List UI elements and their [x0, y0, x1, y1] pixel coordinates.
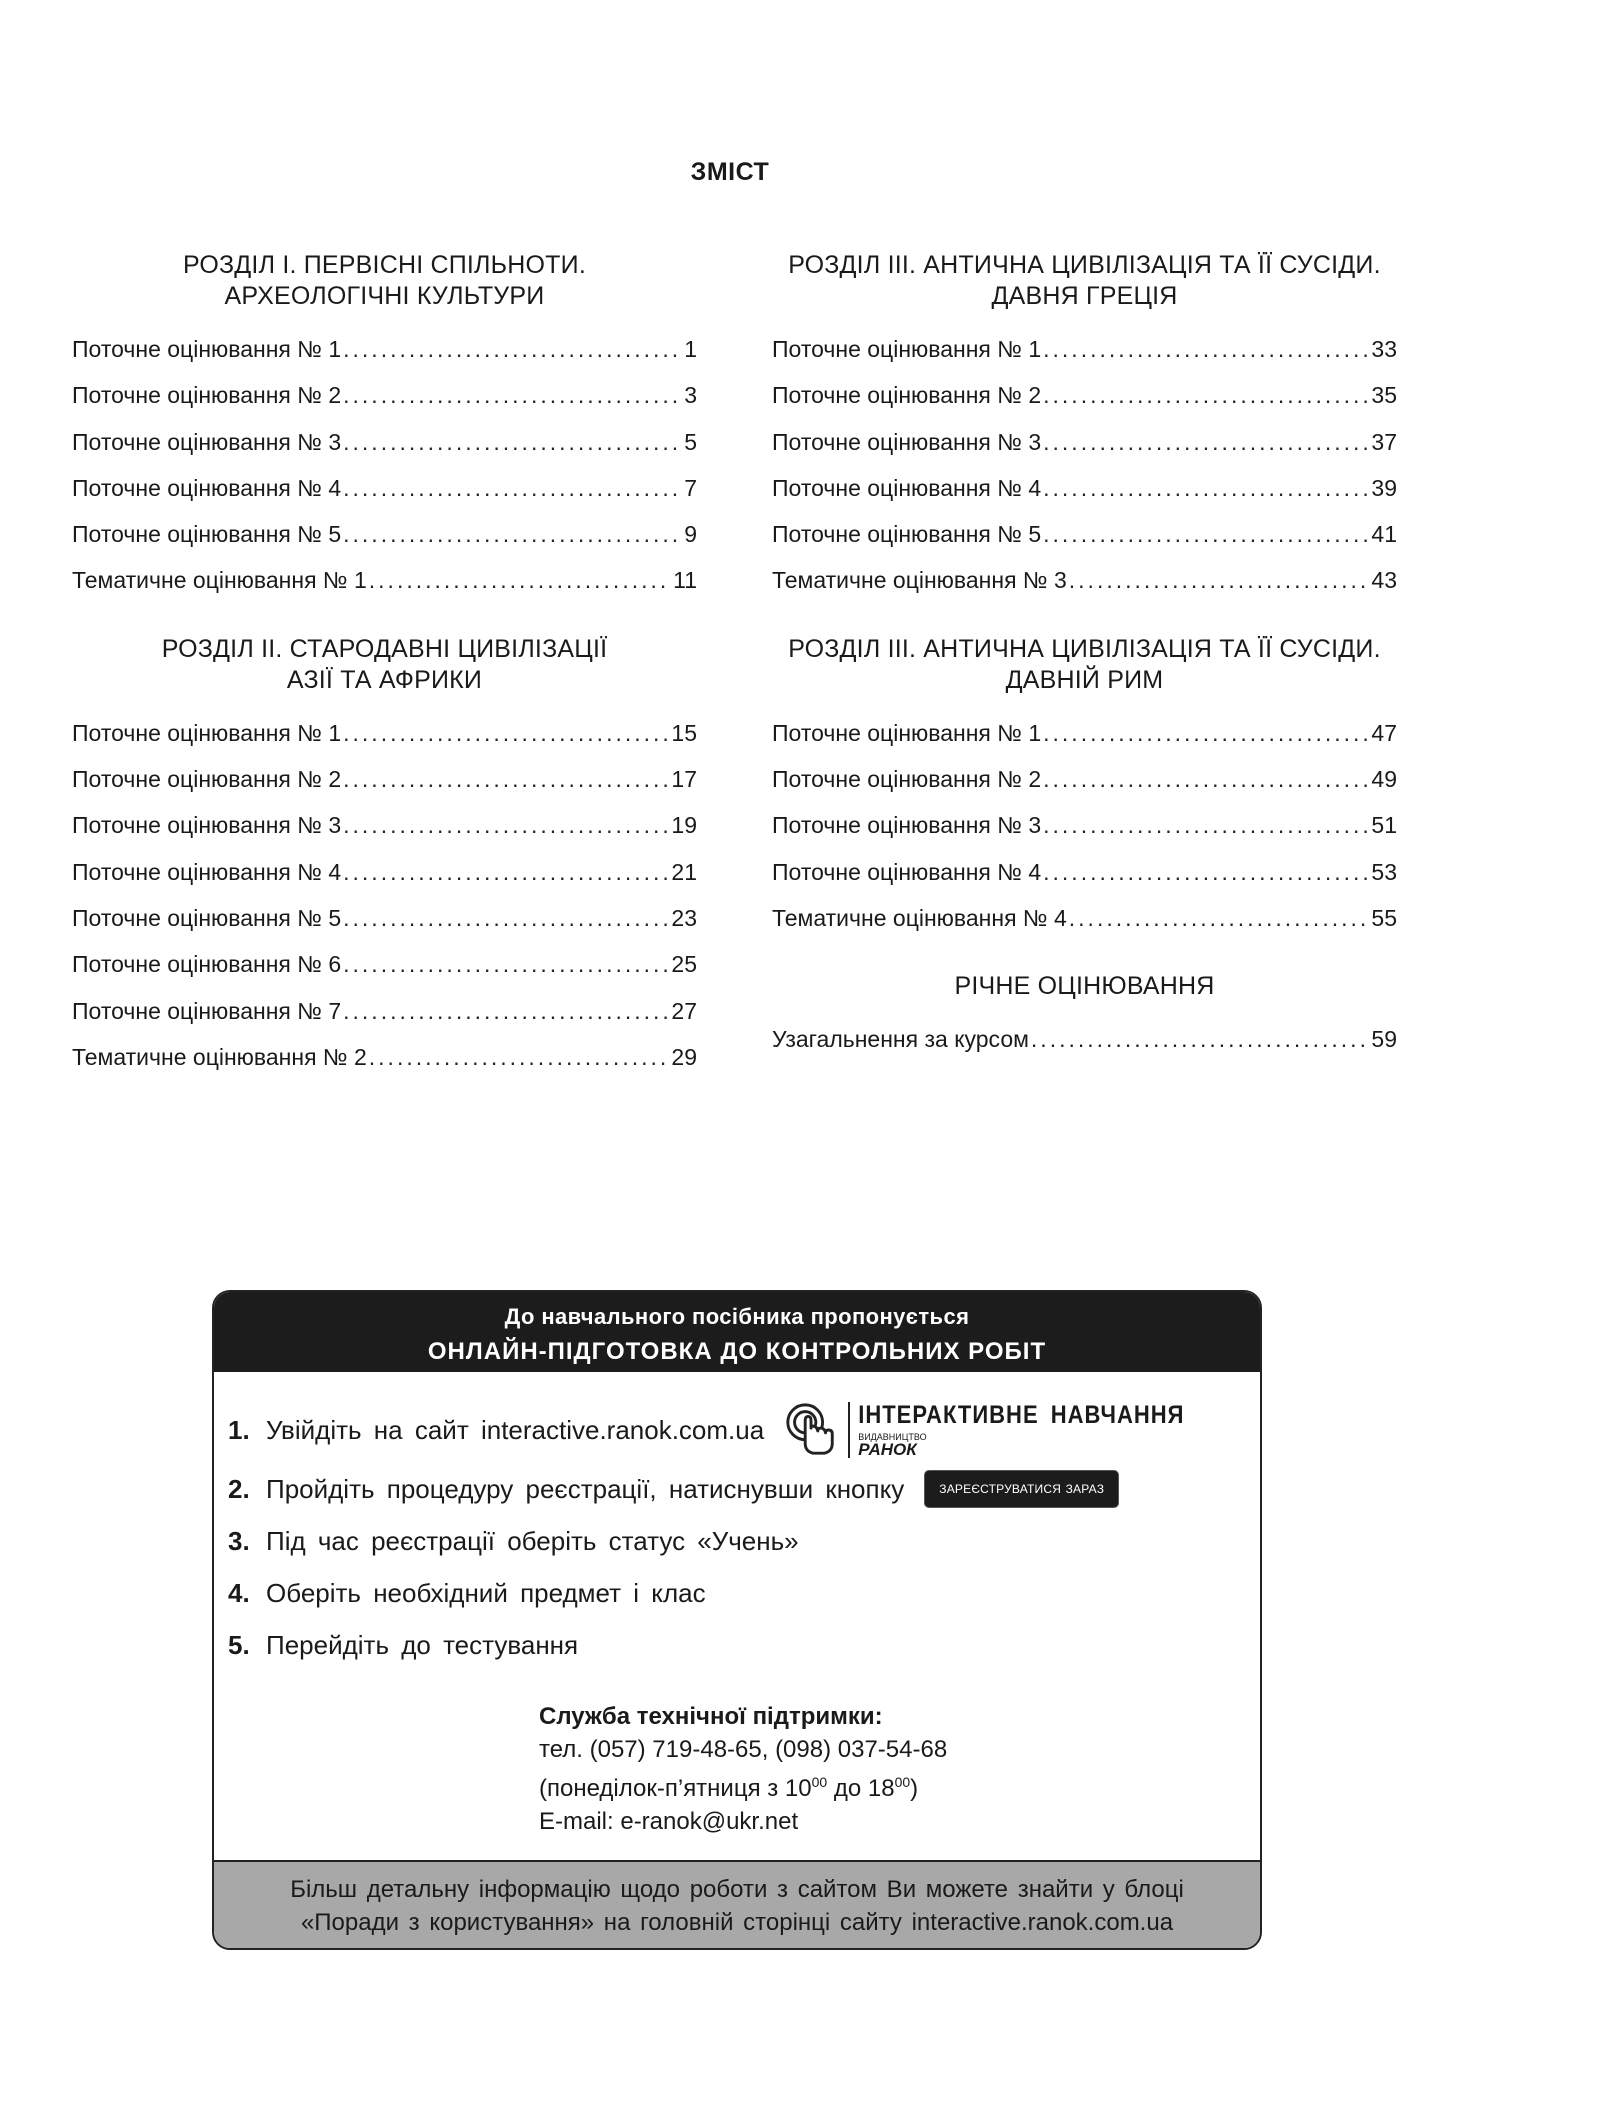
toc-entry-page: 25 [671, 951, 697, 978]
section-heading [772, 971, 1397, 1002]
logo-title: ІНТЕРАКТИВНЕ НАВЧАННЯ [858, 1400, 1185, 1429]
dot-leader [1043, 326, 1369, 372]
toc-entry-label: Узагальнення за курсом [772, 1026, 1029, 1053]
support-phones: тел. (057) 719-48-65, (098) 037-54-68 [539, 1736, 948, 1763]
dot-leader [1043, 849, 1369, 895]
toc-entry-page: 41 [1371, 521, 1397, 548]
toc-entry-label: Поточне оцінювання № 1 [72, 719, 342, 746]
toc-entry-page: 47 [1371, 719, 1397, 746]
toc-entry [772, 1016, 1397, 1062]
toc-entry-label: Поточне оцінювання № 2 [72, 382, 342, 409]
dot-leader [1043, 710, 1369, 756]
toc-entry-label: Поточне оцінювання № 3 [72, 428, 342, 455]
dot-leader [369, 1034, 670, 1080]
toc-entry-label: Поточне оцінювання № 4 [72, 858, 342, 885]
toc-column-right [772, 250, 1397, 1063]
dot-leader [1043, 372, 1369, 418]
section-heading-line: РОЗДІЛ І. ПЕРВІСНІ СПІЛЬНОТИ. [183, 251, 586, 279]
hours-mid: до 18 [827, 1775, 895, 1802]
toc-entry-label: Тематичне оцінювання № 4 [772, 904, 1067, 931]
toc-entry-label: Поточне оцінювання № 1 [772, 336, 1042, 362]
section-heading [772, 634, 1397, 696]
touch-hand-icon [782, 1401, 840, 1459]
toc-entry-page: 5 [684, 428, 697, 455]
step-text: Оберіть необхідний предмет і клас [266, 1577, 706, 1608]
toc-entry-label: Поточне оцінювання № 7 [72, 997, 342, 1024]
section-heading [72, 250, 697, 312]
panel-header [214, 1292, 1260, 1372]
toc-entry-page: 37 [1371, 428, 1397, 455]
dot-leader [343, 988, 669, 1034]
toc-entry-page: 23 [671, 904, 697, 931]
toc-entry-page: 33 [1371, 336, 1397, 362]
toc-entry [772, 326, 1397, 372]
toc-entry [72, 849, 697, 895]
logo-publisher-label: ВИДАВНИЦТВО [858, 1432, 927, 1442]
footer-line-2: «Поради з користування» на головній сторінці сайту interactive.ranok.com.ua [300, 1909, 1174, 1936]
toc-entry-label: Тематичне оцінювання № 2 [72, 1043, 367, 1070]
toc-entry [772, 849, 1397, 895]
section-heading-line: РІЧНЕ ОЦІНЮВАННЯ [954, 972, 1215, 1001]
dot-leader [343, 849, 669, 895]
interactive-learning-logo [782, 1400, 1184, 1460]
toc-entry-label: Поточне оцінювання № 2 [72, 766, 342, 793]
section-heading-line: ДАВНІЙ РИМ [1005, 665, 1164, 694]
toc-entry [772, 511, 1397, 557]
toc-entry-label: Поточне оцінювання № 3 [72, 812, 342, 839]
toc-entry-label: Поточне оцінювання № 1 [772, 719, 1042, 746]
dot-leader [343, 372, 682, 418]
page-title: ЗМІСТ [690, 158, 770, 186]
toc-entry-page: 27 [671, 997, 697, 1024]
dot-leader [343, 710, 669, 756]
toc-entry-label: Тематичне оцінювання № 3 [772, 567, 1067, 594]
toc-entry [772, 372, 1397, 418]
section-heading-line: РОЗДІЛ ІІІ. АНТИЧНА ЦИВІЛІЗАЦІЯ ТА ЇЇ СУСІДИ. [788, 251, 1381, 279]
toc-entry [72, 710, 697, 756]
register-now-button[interactable]: ЗАРЕЄСТРУВАТИСЯ ЗАРАЗ [924, 1470, 1119, 1508]
logo-text [858, 1402, 1184, 1458]
dot-leader [1043, 802, 1369, 848]
dot-leader [1043, 511, 1369, 557]
toc-entry [72, 557, 697, 603]
step-item [228, 1463, 1248, 1515]
step-text: Перейдіть до тестування [266, 1629, 579, 1660]
toc-entry-page: 43 [1371, 567, 1397, 594]
toc-entry-page: 59 [1371, 1026, 1397, 1053]
toc-entry-label: Поточне оцінювання № 4 [72, 474, 342, 501]
toc-entry-page: 9 [684, 521, 697, 548]
dot-leader [343, 419, 682, 465]
dot-leader [1069, 557, 1370, 603]
toc-entry-page: 15 [671, 719, 697, 746]
tech-support [539, 1700, 947, 1838]
step-item [228, 1619, 1248, 1671]
step-number: 2. [228, 1473, 250, 1504]
online-prep-panel [212, 1290, 1262, 1950]
dot-leader [343, 465, 682, 511]
toc-entry-label: Поточне оцінювання № 5 [72, 904, 342, 931]
dot-leader [1043, 465, 1369, 511]
toc-entry [72, 419, 697, 465]
toc-entry-label: Тематичне оцінювання № 1 [72, 567, 367, 594]
toc-entry [72, 941, 697, 987]
toc-entry-page: 35 [1371, 382, 1397, 409]
toc-entry-page: 55 [1371, 904, 1397, 931]
toc-entry-page: 1 [684, 336, 697, 362]
step-number: 4. [228, 1577, 250, 1608]
support-email: E-mail: e-ranok@ukr.net [539, 1808, 799, 1835]
toc-entry-page: 39 [1371, 474, 1397, 501]
step-text: Під час реєстрації оберіть статус «Учень» [266, 1525, 799, 1556]
logo-publisher: РАНОК [858, 1440, 917, 1459]
toc-entry-page: 49 [1371, 766, 1397, 793]
toc-entry-label: Поточне оцінювання № 4 [772, 858, 1042, 885]
panel-header-title: ОНЛАЙН-ПІДГОТОВКА ДО КОНТРОЛЬНИХ РОБІТ [427, 1338, 1047, 1365]
dot-leader [1043, 756, 1369, 802]
dot-leader [343, 756, 669, 802]
dot-leader [343, 802, 669, 848]
step-number: 1. [228, 1414, 250, 1445]
toc-entry [772, 802, 1397, 848]
hours-prefix: (понеділок-п’ятниця з 10 [539, 1775, 812, 1802]
toc-entry [72, 1034, 697, 1080]
toc-entry-page: 19 [671, 812, 697, 839]
toc-entry-page: 21 [671, 858, 697, 885]
section-heading-line: РОЗДІЛ ІІІ. АНТИЧНА ЦИВІЛІЗАЦІЯ ТА ЇЇ СУСІДИ. [788, 634, 1381, 663]
toc-entry [72, 988, 697, 1034]
dot-leader [1069, 895, 1370, 941]
toc-entry [72, 465, 697, 511]
footer-line-1: Більш детальну інформацію щодо роботи з сайтом Ви можете знайти у блоці [290, 1876, 1184, 1903]
toc-entry [72, 372, 697, 418]
toc-entry-page: 17 [671, 766, 697, 793]
toc-entry-label: Поточне оцінювання № 5 [72, 521, 342, 548]
toc-entry [772, 710, 1397, 756]
toc-entry-label: Поточне оцінювання № 3 [772, 428, 1042, 455]
toc-entry-page: 53 [1371, 858, 1397, 885]
toc-entry-page: 7 [684, 474, 697, 501]
toc-entry [772, 557, 1397, 603]
toc-entry [72, 511, 697, 557]
support-hours [539, 1766, 947, 1805]
toc-entry-label: Поточне оцінювання № 3 [772, 812, 1042, 839]
toc-entry-label: Поточне оцінювання № 4 [772, 474, 1042, 501]
step-text: Увійдіть на сайт interactive.ranok.com.ua [266, 1414, 765, 1445]
toc-entry [772, 419, 1397, 465]
toc-entry-label: Поточне оцінювання № 2 [772, 382, 1042, 409]
hours-from-minutes: 00 [811, 1774, 828, 1790]
step-text: Пройдіть процедуру реєстрації, натиснувши кнопку [266, 1473, 905, 1504]
section-heading-line: АЗІЇ ТА АФРИКИ [286, 665, 483, 694]
support-title: Служба технічної підтримки: [539, 1703, 883, 1730]
logo-divider [848, 1402, 850, 1458]
step-item [228, 1515, 1248, 1567]
toc-entry-page: 29 [671, 1043, 697, 1070]
toc-entry [72, 756, 697, 802]
dot-leader [1043, 419, 1369, 465]
dot-leader [369, 557, 671, 603]
dot-leader [1031, 1016, 1369, 1062]
section-heading-line: РОЗДІЛ ІІ. СТАРОДАВНІ ЦИВІЛІЗАЦІЇ [161, 634, 608, 663]
toc-entry-label: Поточне оцінювання № 2 [772, 766, 1042, 793]
toc-entry [772, 465, 1397, 511]
panel-header-subtitle: До навчального посібника пропонується [504, 1304, 970, 1329]
dot-leader [343, 326, 682, 372]
section-heading [772, 250, 1397, 312]
section-heading [72, 634, 697, 696]
toc-entry [772, 756, 1397, 802]
steps-list [228, 1397, 1248, 1671]
toc-entry-page: 51 [1371, 812, 1397, 839]
toc-entry-label: Поточне оцінювання № 5 [772, 521, 1042, 548]
panel-footer [214, 1860, 1260, 1948]
step-item [228, 1567, 1248, 1619]
toc-entry-label: Поточне оцінювання № 6 [72, 951, 342, 978]
step-number: 5. [228, 1629, 250, 1660]
dot-leader [343, 895, 669, 941]
step-number: 3. [228, 1525, 250, 1556]
toc-entry [72, 895, 697, 941]
toc-entry [72, 326, 697, 372]
section-heading-line: ДАВНЯ ГРЕЦІЯ [991, 282, 1178, 310]
step-item [228, 1397, 1248, 1463]
toc-entry [72, 802, 697, 848]
toc-column-left [72, 250, 697, 1080]
toc-entry-label: Поточне оцінювання № 1 [72, 336, 342, 362]
toc-entry-page: 3 [684, 382, 697, 409]
hours-to-minutes: 00 [894, 1774, 911, 1790]
dot-leader [343, 941, 669, 987]
toc-entry-page: 11 [673, 567, 697, 594]
section-heading-line: АРХЕОЛОГІЧНІ КУЛЬТУРИ [224, 282, 545, 310]
dot-leader [343, 511, 682, 557]
toc-entry [772, 895, 1397, 941]
hours-suffix: ) [910, 1775, 919, 1802]
